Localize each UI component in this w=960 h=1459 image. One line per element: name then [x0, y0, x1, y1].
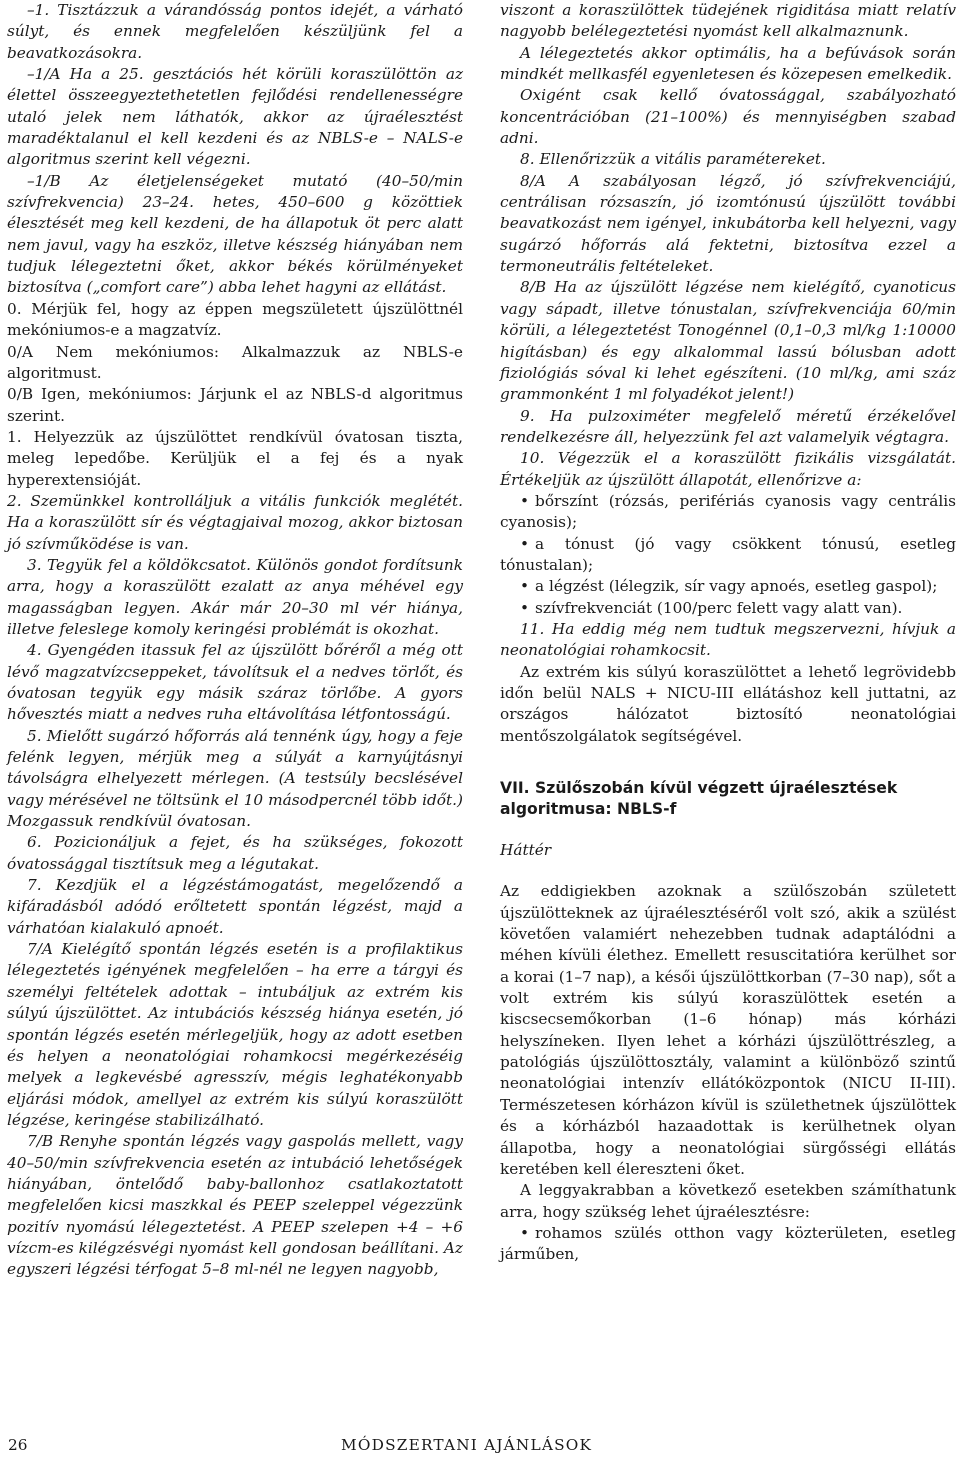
paragraph: 11. Ha eddig még nem tudtuk megszervezni, hívjuk a neonatológiai rohamkocsit. [500, 619, 956, 660]
bullet-icon: • [520, 1223, 530, 1242]
paragraph: 7. Kezdjük el a légzéstámogatást, megelőzendő a kifáradásból adódó erőltetett spontán légzést, majd a várhatóan kialakuló apnoét. [7, 876, 463, 937]
section-heading: VII. Szülőszobán kívül végzett újraélesztések algoritmusa: NBLS-f [500, 779, 898, 819]
list-item: • rohamos szülés otthon vagy közterületen, esetleg járműben, [500, 1223, 956, 1264]
list-item: • szívfrekvenciát (100/perc felett vagy alatt van). [520, 598, 903, 617]
paragraph: –1/A Ha a 25. gesztációs hét körüli koraszülöttön az élettel összeegyeztethetetlen fejlődési rendellenességre utaló jelek nem láthatók, akkor az újraélesztést maradéktalanul el kell kezdeni és az NBLS-e – NALS-e algoritmus szerint kell végezni. [7, 65, 463, 169]
bullet-icon: • [520, 577, 530, 596]
paragraph: –1/B Az életjelenségeket mutató (40–50/min szívfrekvencia) 23–24. hetes, 450–600 g közöttiek élesztését meg kell kezdeni, de ha állapotuk öt perc alatt nem javul, vagy ha eszköz, illetve készség hiányában nem tudjuk lélegeztetni őket, akkor békés körülményeket biztosítva („comfort care”) abba lehet hagyni az ellátást. [7, 171, 463, 297]
paragraph: 4. Gyengéden itassuk fel az újszülött bőréről a még ott lévő magzatvízcseppeket, távolítsuk el a nedves törlőt, és óvatosan tegyük egy másik száraz törlőbe. A gyors hővesztés miatt a nedves ruha eltávolítása létfontosságú. [7, 641, 463, 724]
paragraph: Oxigént csak kellő óvatossággal, szabályozható koncentrációban (21–100%) és mennyiségben szabad adni. [500, 86, 956, 148]
paragraph: 8. Ellenőrizzük a vitális paramétereket. [520, 150, 826, 169]
paragraph: 3. Tegyük fel a köldökcsatot. Különös gondot fordítsunk arra, hogy a koraszülött ezalatt az anya méhével egy magasságban legyen. Akár már 20–30 ml vér hiánya, illetve feleslege komoly keringési problémát is okozhat. [7, 555, 463, 638]
right-column [500, 0, 956, 1266]
paragraph: 8/B Ha az újszülött légzése nem kielégítő, cyanoticus vagy sápadt, illetve tónustalan, szívfrekvenciája 60/min körüli, a lélegeztetést Tonogénnel (0,1–0,3 ml/kg 1:10000 higításban) és egy alkalommal lassú bólusban adott fiziológiás sóval ki lehet egészíteni. (10 ml/kg, ami száz grammonként 1 ml folyadékot jelent!) [500, 278, 956, 404]
bullet-icon: • [520, 598, 530, 617]
paragraph: A lélegeztetés akkor optimális, ha a befúvások során mindkét mellkasfél egyenletesen és közepesen emelkedik. [500, 43, 956, 84]
paragraph: Az eddigiekben azoknak a szülőszobán született újszülötteknek az újraélesztéséről volt szó, akik a szülést követően valamiért nehezebben tudnak adaptálódni a méhen kívüli élethez. Emellett resuscitatióra kerülhet sor a korai (1–7 nap), a késői újszülöttkorban (7–30 nap), sőt a volt extrém kis súlyú koraszülöttek esetén a kiscsecsemőkorban (1–6 hónap) más kórházi helyszíneken. Ilyen lehet a kórházi újszülöttrészleg, a patológiás újszülöttosztály, valamint a különböző szintű neonatológiai intenzív ellátóközpontok (NICU II-III). Természetesen kórházon kívül is születhetnek újszülöttek és a kórházból hazaadottak is kerülhetnek olyan állapotba, hogy a neonatológiai sürgősségi ellátás keretében kell élereszteni őket. [500, 882, 956, 1178]
paragraph: 2. Szemünkkel kontrolláljuk a vitális funkciók meglétét. Ha a koraszülött sír és végtagjaival mozog, akkor biztosan jó szívműködése is van. [7, 491, 463, 553]
bullet-list-locations [500, 1223, 956, 1266]
paragraph: 10. Végezzük el a koraszülött fizikális vizsgálatát. Értékeljük az újszülött állapotát, ellenőrizve a: [500, 449, 956, 489]
paragraph: 0/A Nem mekóniumos: Alkalmazzuk az NBLS-e algoritmust. [7, 342, 463, 382]
list-item: • a tónust (jó vagy csökkent tónusú, esetleg tónustalan); [500, 534, 956, 574]
paragraph: 6. Pozicionáljuk a fejet, és ha szükséges, fokozott óvatossággal tisztítsuk meg a légutakat. [7, 833, 463, 873]
paragraph: 5. Mielőtt sugárzó hőforrás alá tennénk úgy, hogy a feje felénk legyen, mérjük meg a súlyát a karnyújtásnyi távolságra elhelyezett mérlegen. (A testsúly becslésével vagy mérésével ne töltsünk el 10 másodpercnél több időt.) Mozgassuk rendkívül óvatosan. [7, 726, 463, 831]
list-item: • a légzést (lélegzik, sír vagy apnoés, esetleg gaspol); [520, 577, 938, 596]
paragraph: viszont a koraszülöttek tüdejének rigiditása miatt relatív nagyobb belélegeztetési nyomást kell alkalmaznunk. [500, 1, 956, 41]
bullet-list-assessment [500, 491, 956, 619]
paragraph: A leggyakrabban a következő esetekben számíthatunk arra, hogy szükség lehet újraélesztésre: [500, 1181, 956, 1221]
paragraph: 8/A A szabályosan légző, jó szívfrekvenciájú, centrálisan rózsaszín, jó izomtónusú újszülött további beavatkozást nem igényel, inkubátorba kell helyezni, vagy sugárzó hőforrás alá fektetni, biztosítva ezzel a termoneutrális feltételeket. [500, 171, 956, 276]
paragraph: 9. Ha pulzoximéter megfelelő méretű érzékelővel rendelkezésre áll, helyezzünk fel azt valamelyik végtagra. [500, 406, 956, 446]
left-column [7, 0, 463, 1281]
paragraph: 1. Helyezzük az újszülöttet rendkívül óvatosan tiszta, meleg lepedőbe. Kerüljük el a fej és a nyak hyperextensióját. [7, 427, 463, 489]
section-subheading: Háttér [500, 841, 552, 860]
page-number: 26 [8, 1436, 28, 1454]
paragraph: –1. Tisztázzuk a várandósság pontos idejét, a várható súlyt, és ennek megfelelően készüljünk fel a beavatkozásokra. [7, 1, 463, 62]
bullet-icon: • [520, 534, 530, 553]
paragraph: 7/A Kielégítő spontán légzés esetén is a profilaktikus lélegeztetés igényének megfelelően – ha erre a tárgyi és személyi feltételek adottak – intubáljuk az extrém kis súlyú újszülöttet. Az intubációs készség hiánya esetén, jó spontán légzés esetén mérlegeljük, hogy az adott esetben és helyen a neonatológiai rohamkocsi megérkezéséig melyek a legkevésbé agresszív, mégis leghatékonyabb eljárási módok, amellyel az extrém kis súlyú koraszülött légzése, keringése stabilizálható. [7, 940, 463, 1129]
running-title: MÓDSZERTANI AJÁNLÁSOK [341, 1436, 593, 1454]
paragraph: 0/B Igen, mekóniumos: Járjunk el az NBLS-d algoritmus szerint. [7, 385, 463, 425]
paragraph: 0. Mérjük fel, hogy az éppen megszületett újszülöttnél mekóniumos-e a magzatvíz. [7, 299, 463, 340]
list-item: • bőrszínt (rózsás, perifériás cyanosis vagy centrális cyanosis); [500, 491, 956, 532]
bullet-icon: • [520, 491, 530, 510]
paragraph: 7/B Renyhe spontán légzés vagy gaspolás mellett, vagy 40–50/min szívfrekvencia esetén az intubáció lehetőségek hiányában, öntelődő baby-ballonhoz csatlakoztatott megfelelően kicsi maszkkal és PEEP szeleppel végezzünk pozitív nyomású lélegeztetést. A PEEP szelepen +4 – +6 vízcm-es kilégzésvégi nyomást kell gondosan beállítani. Az egyszeri légzési térfogat 5–8 ml-nél ne legyen nagyobb, [7, 1132, 463, 1279]
paragraph: Az extrém kis súlyú koraszülöttet a lehető legrövidebb időn belül NALS + NICU-III ellátáshoz kell juttatni, az országos hálózatot biztosító neonatológiai mentőszolgálatok segítségével. [500, 662, 956, 745]
